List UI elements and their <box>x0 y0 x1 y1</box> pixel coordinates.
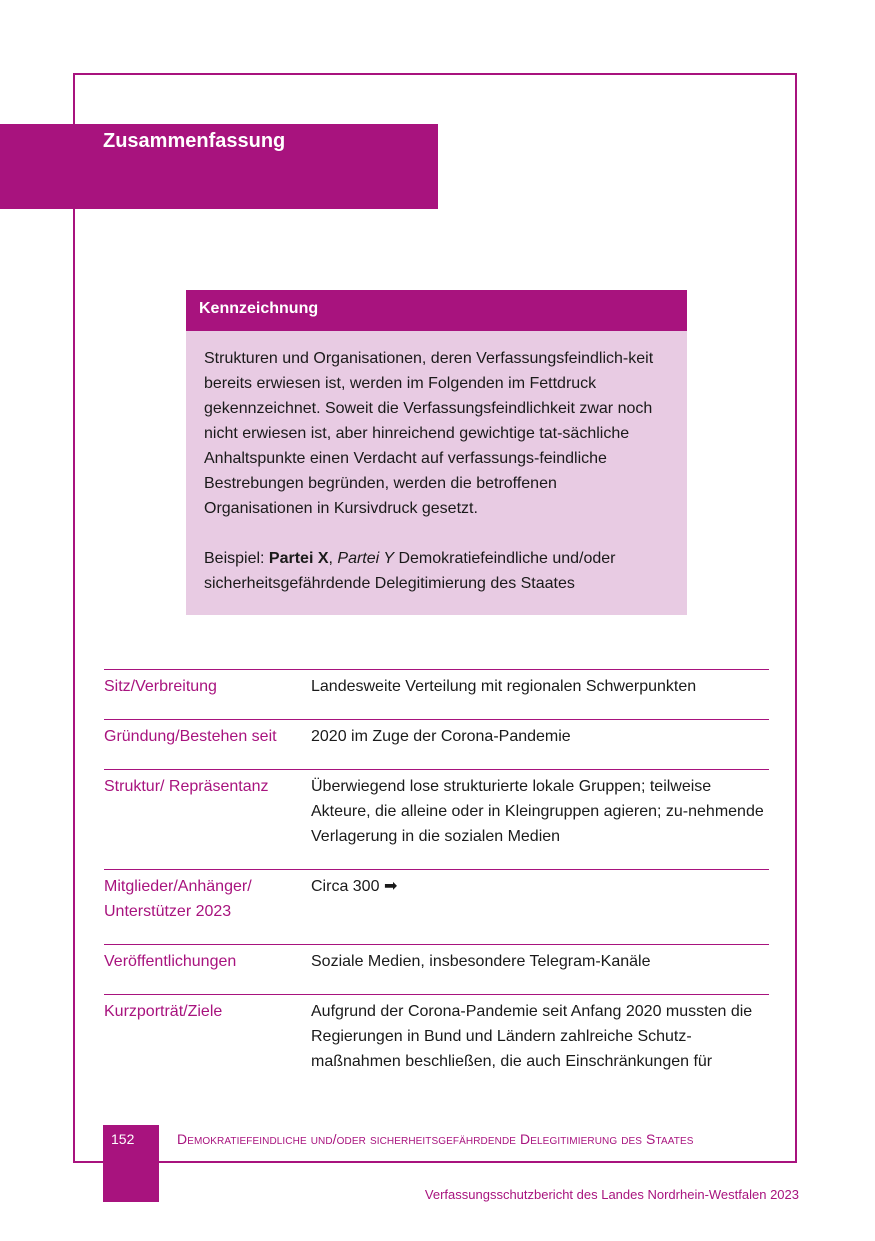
publication-title: Verfassungsschutzbericht des Landes Nordrhein-Westfalen 2023 <box>424 1187 799 1202</box>
arrow-right-icon: ➡ <box>383 878 398 895</box>
kennzeichnung-example <box>204 546 669 596</box>
facts-row-gruendung <box>104 719 769 769</box>
facts-row-kurzportraet <box>104 994 769 1074</box>
facts-label: Sitz/Verbreitung <box>104 678 217 695</box>
kennzeichnung-heading: Kennzeichnung <box>186 290 687 331</box>
facts-value: Überwiegend lose strukturierte lokale Gruppen; teilweise Akteure, die alleine oder in Kleingruppen agieren; zu-nehmende Verlagerung in die sozialen Medien <box>311 778 764 845</box>
section-title: Zusammenfassung <box>103 130 286 152</box>
facts-row-veroeffentlichungen <box>104 944 769 994</box>
running-head: Demokratiefeindliche und/oder sicherheitsgefährdende Delegitimierung des Staates <box>177 1131 694 1147</box>
example-prefix: Beispiel: <box>204 550 269 567</box>
kennzeichnung-paragraph: Strukturen und Organisationen, deren Verfassungsfeindlich-keit bereits erwiesen ist, werden im Folgenden im Fettdruck gekennzeichnet. Soweit die Verfassungsfeindlichkeit zwar noch nicht erwiesen ist, aber hinreichend gewichtige tat-sächliche Anhaltspunkte einen Verdacht auf verfassungs-feindliche Bestrebungen begründen, werden die betroffenen Organisationen in Kursivdruck gesetzt. <box>204 350 654 517</box>
kennzeichnung-box <box>186 290 687 615</box>
facts-label: Mitglieder/Anhänger/ Unterstützer 2023 <box>104 878 252 920</box>
facts-row-sitz <box>104 669 769 719</box>
facts-table <box>104 669 769 1074</box>
page-number: 152 <box>111 1131 135 1147</box>
facts-value: Soziale Medien, insbesondere Telegram-Kanäle <box>311 953 651 970</box>
example-rest: Demokratiefeindliche und/oder sicherheitsgefährdende Delegitimierung des Staates <box>204 550 616 592</box>
facts-label: Veröffentlichungen <box>104 953 237 970</box>
facts-value-text: Circa 300 <box>311 878 380 895</box>
facts-label: Kurzporträt/Ziele <box>104 1003 223 1020</box>
facts-value: 2020 im Zuge der Corona-Pandemie <box>311 728 571 745</box>
facts-row-struktur <box>104 769 769 869</box>
facts-value <box>311 874 769 944</box>
facts-label: Gründung/Bestehen seit <box>104 728 277 745</box>
example-bold: Partei X <box>268 550 329 567</box>
kennzeichnung-body <box>186 331 687 615</box>
facts-value: Landesweite Verteilung mit regionalen Schwerpunkten <box>311 678 697 695</box>
example-sep: , <box>328 550 338 567</box>
facts-value: Aufgrund der Corona-Pandemie seit Anfang 2020 mussten die Regierungen in Bund und Ländern zahlreiche Schutz-maßnahmen beschließen, die auch Einschränkungen für <box>311 1003 753 1070</box>
example-italic: Partei Y <box>337 550 395 567</box>
facts-label: Struktur/ Repräsentanz <box>104 778 269 795</box>
facts-row-mitglieder <box>104 869 769 944</box>
